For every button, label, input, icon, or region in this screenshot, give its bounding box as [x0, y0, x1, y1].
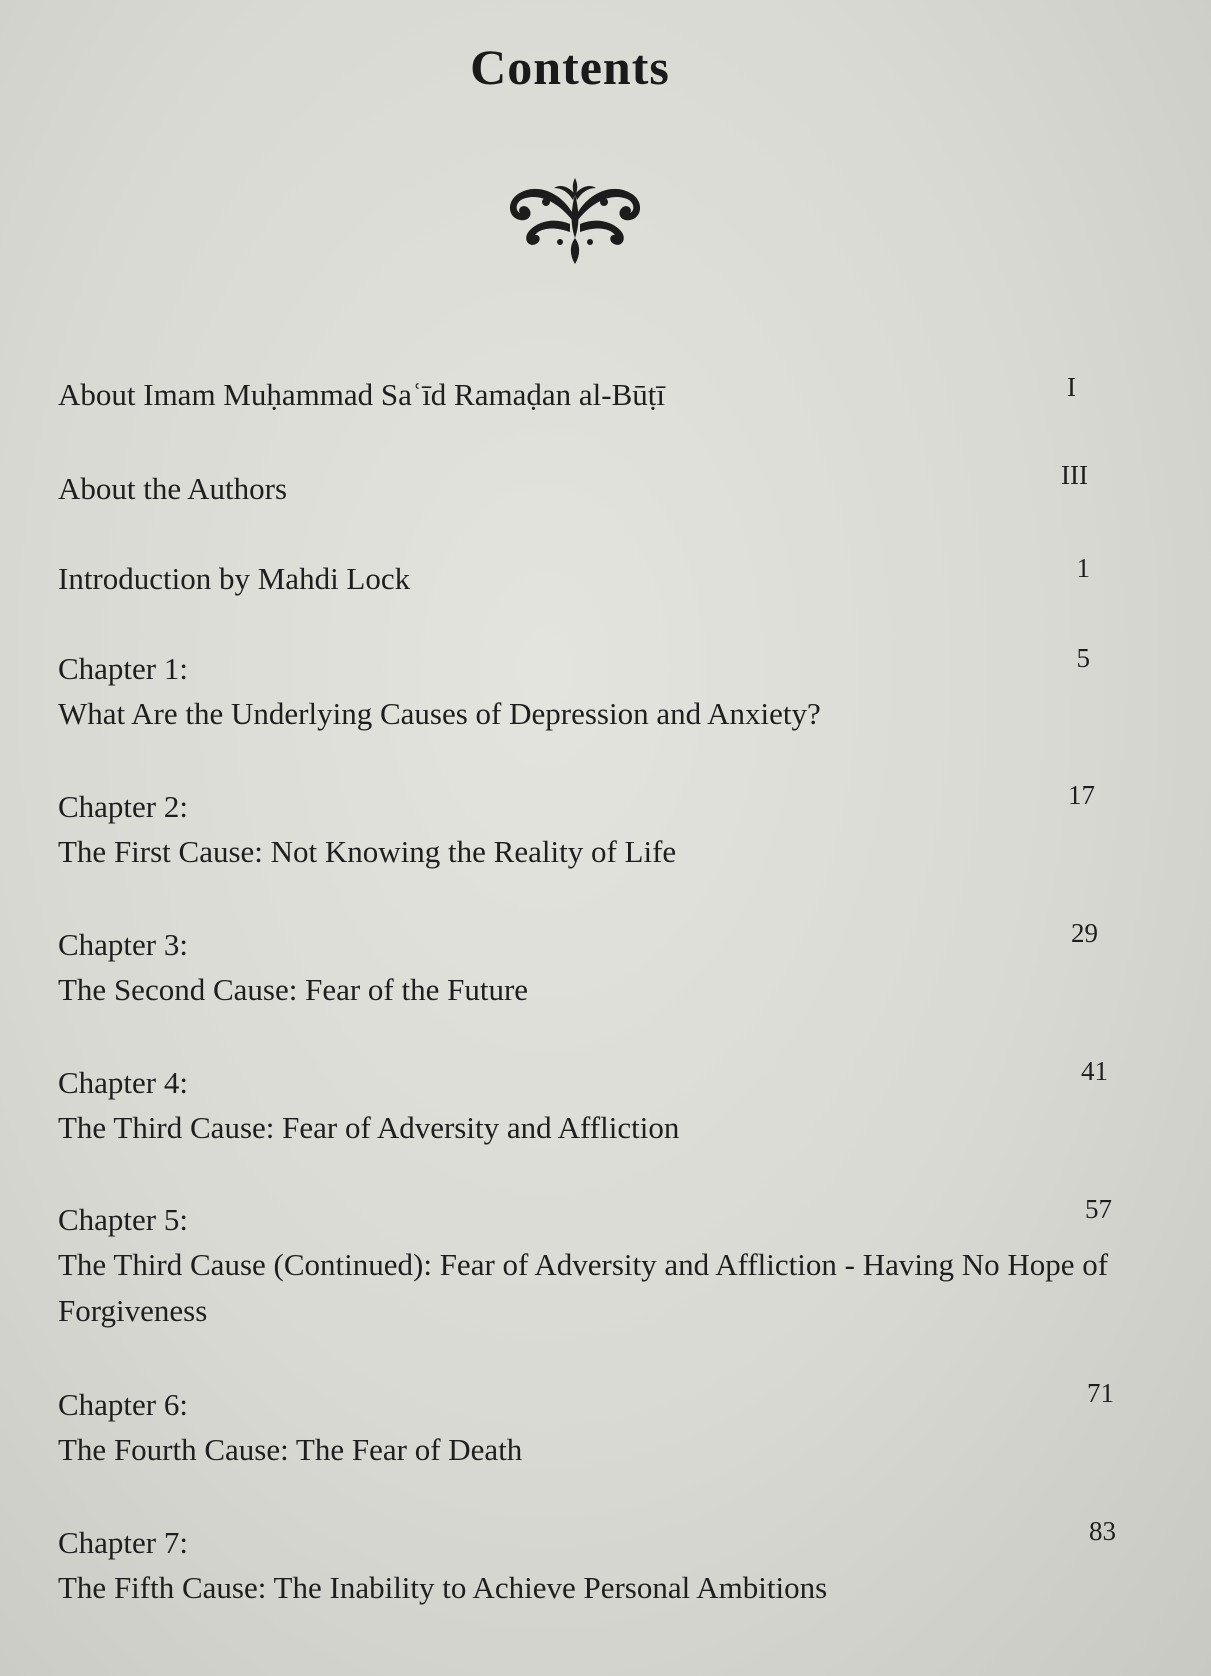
toc-entry-chapter-3[interactable] [58, 922, 1118, 1013]
toc-entry-label: About the Authors [58, 471, 288, 506]
toc-entry-chapter-2[interactable] [58, 784, 1118, 875]
toc-entry-about-imam[interactable] [58, 372, 1118, 417]
chapter-title: The Fifth Cause: The Inability to Achieve Personal Ambitions [58, 1570, 828, 1605]
toc-page-number: 17 [1068, 780, 1095, 810]
toc-entry-label: About Imam Muḥammad Saʿīd Ramaḍan al-Būṭī [58, 377, 665, 412]
chapter-label: Chapter 3: [58, 927, 188, 962]
toc-page-number: 83 [1089, 1516, 1116, 1546]
toc-entry-chapter-6[interactable] [58, 1382, 1118, 1473]
toc-entry-chapter-4[interactable] [58, 1060, 1118, 1151]
chapter-label: Chapter 7: [58, 1525, 188, 1560]
toc-page-number: 1 [1076, 553, 1090, 583]
toc-entry-label: Introduction by Mahdi Lock [58, 561, 411, 596]
chapter-label: Chapter 6: [58, 1387, 188, 1422]
toc-page-number: 29 [1071, 918, 1098, 948]
chapter-title: The Third Cause (Continued): Fear of Adversity and Affliction - Having No Hope of Forgiveness [58, 1247, 1109, 1328]
toc-page-number: III [1061, 460, 1088, 490]
chapter-label: Chapter 1: [58, 651, 188, 686]
chapter-label: Chapter 5: [58, 1202, 188, 1237]
toc-page-number: 71 [1087, 1378, 1114, 1408]
toc-entry-about-authors[interactable] [58, 466, 1118, 511]
chapter-label: Chapter 2: [58, 789, 188, 824]
toc-entry-introduction[interactable] [58, 556, 1118, 601]
toc-page-number: I [1067, 372, 1076, 402]
chapter-title: The Fourth Cause: The Fear of Death [58, 1432, 523, 1467]
toc-page-number: 5 [1076, 643, 1090, 673]
toc-entry-chapter-7[interactable] [58, 1520, 1118, 1611]
page-title: Contents [470, 39, 670, 95]
chapter-label: Chapter 4: [58, 1065, 188, 1100]
chapter-title: The Third Cause: Fear of Adversity and Affliction [58, 1110, 680, 1145]
toc-page-number: 57 [1085, 1194, 1112, 1224]
toc-entry-chapter-1[interactable] [58, 646, 1118, 737]
toc-entry-chapter-5[interactable] [58, 1197, 1118, 1334]
chapter-title: What Are the Underlying Causes of Depression and Anxiety? [58, 696, 821, 731]
chapter-title: The First Cause: Not Knowing the Reality of Life [58, 834, 677, 869]
chapter-title: The Second Cause: Fear of the Future [58, 972, 529, 1007]
toc-page-number: 41 [1081, 1056, 1108, 1086]
